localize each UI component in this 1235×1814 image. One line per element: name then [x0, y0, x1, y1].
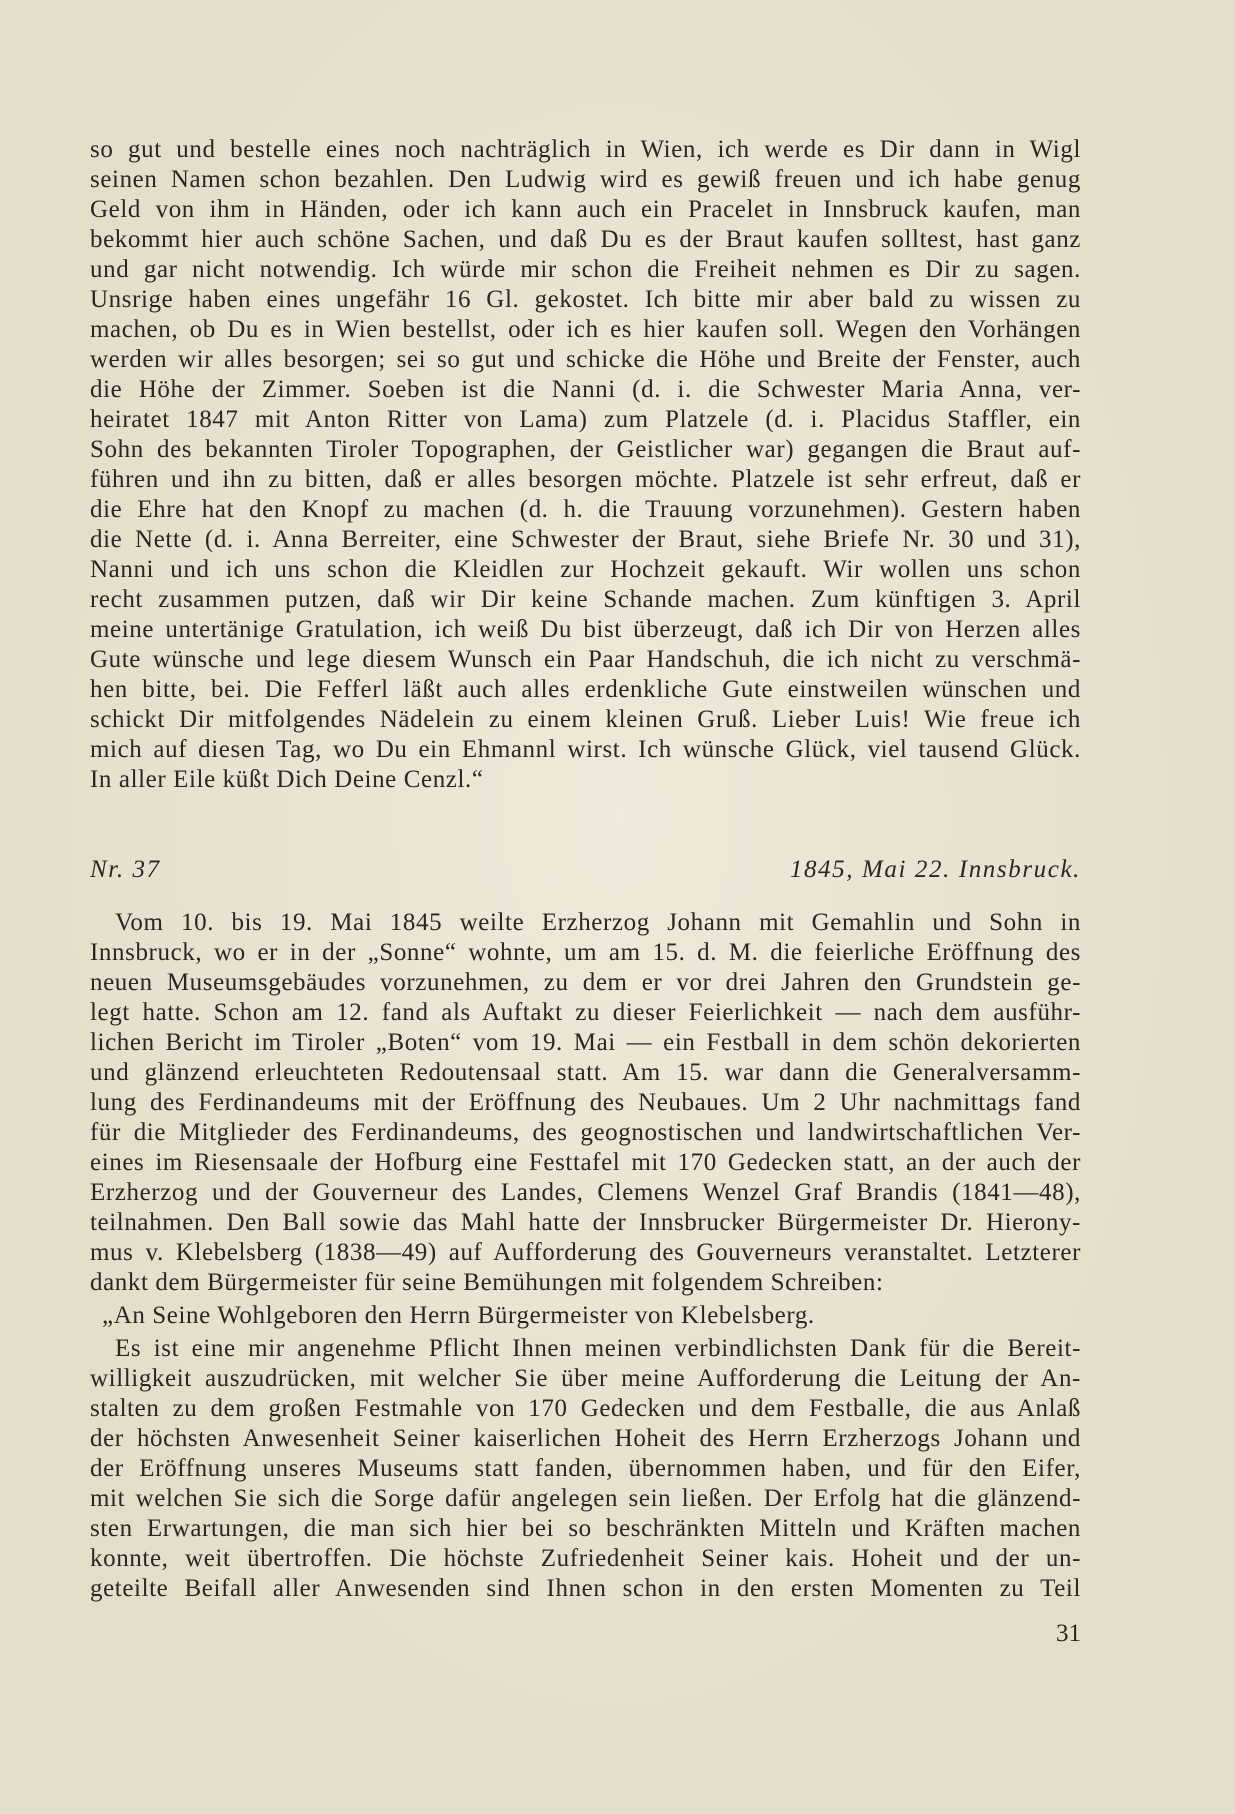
letter-line: Gute wünsche und lege diesem Wunsch ein Paar Handschuh, die ich nicht zu verschmä- [90, 646, 1081, 673]
commentary-paragraph [90, 908, 1081, 1298]
letter-line: die Nette (d. i. Anna Berreiter, eine Schwester der Braut, siehe Briefe Nr. 30 und 31), [90, 526, 1081, 553]
commentary-line: und glänzend erleuchteten Redoutensaal statt. Am 15. war dann die Generalversamm- [90, 1059, 1081, 1086]
letter-body-line: stalten zu dem großen Festmahle von 170 Gedecken und dem Festballe, die aus Anlaß [90, 1395, 1081, 1422]
commentary-line: eines im Riesensaale der Hofburg eine Festtafel mit 170 Gedecken statt, an der auch der [90, 1149, 1081, 1176]
letter-body [90, 1334, 1081, 1604]
letter-line: Nanni und ich uns schon die Kleidlen zur Hochzeit gekauft. Wir wollen uns schon [90, 556, 1081, 583]
entry-number: Nr. 37 [90, 856, 161, 883]
letter-body-line: mit welchen Sie sich die Sorge dafür angelegen sein ließen. Der Erfolg hat die glänzend- [90, 1485, 1081, 1512]
commentary-line: mus v. Klebelsberg (1838—49) auf Aufforderung des Gouverneurs veranstaltet. Letzterer [90, 1239, 1081, 1266]
commentary-line: teilnahmen. Den Ball sowie das Mahl hatte der Innsbrucker Bürgermeister Dr. Hierony- [90, 1209, 1081, 1236]
letter-body-line: der höchsten Anwesenheit Seiner kaiserlichen Hoheit des Herrn Erzherzogs Johann und [90, 1425, 1081, 1452]
commentary-line: dankt dem Bürgermeister für seine Bemühungen mit folgendem Schreiben: [90, 1269, 884, 1296]
letter-line: die Höhe der Zimmer. Soeben ist die Nanni (d. i. die Schwester Maria Anna, ver- [90, 376, 1081, 403]
letter-line: bekommt hier auch schöne Sachen, und daß Du es der Braut kaufen solltest, hast ganz [90, 226, 1081, 253]
letter-continuation [90, 135, 1081, 795]
letter-line: so gut und bestelle eines noch nachträglich in Wien, ich werde es Dir dann in Wigl [90, 136, 1081, 163]
commentary-line: Vom 10. bis 19. Mai 1845 weilte Erzherzog Johann mit Gemahlin und Sohn in [115, 909, 1081, 936]
letter-closing-line: In aller Eile küßt Dich Deine Cenzl.“ [90, 766, 484, 793]
letter-line: hen bitte, bei. Die Fefferl läßt auch alles erdenkliche Gute einstweilen wünschen und [90, 676, 1081, 703]
letter-body-line: Es ist eine mir angenehme Pflicht Ihnen meinen verbindlichsten Dank für die Bereit- [115, 1335, 1081, 1362]
salutation: „An Seine Wohlgeboren den Herrn Bürgermeister von Klebelsberg. [102, 1302, 815, 1329]
letter-line: machen, ob Du es in Wien bestellst, oder ich es hier kaufen soll. Wegen den Vorhängen [90, 316, 1081, 343]
letter-line: recht zusammen putzen, daß wir Dir keine Schande machen. Zum künftigen 3. April [90, 586, 1081, 613]
commentary-line: neuen Museumsgebäudes vorzunehmen, zu dem er vor drei Jahren den Grundstein ge- [90, 969, 1081, 996]
letter-line: meine untertänige Gratulation, ich weiß Du bist überzeugt, daß ich Dir von Herzen alles [90, 616, 1081, 643]
entry-body [90, 908, 1081, 1604]
commentary-line: lung des Ferdinandeums mit der Eröffnung des Neubaues. Um 2 Uhr nachmittags fand [90, 1089, 1081, 1116]
letter-line: führen und ihn zu bitten, daß er alles besorgen möchte. Platzele ist sehr erfreut, daß er [90, 466, 1081, 493]
commentary-line: Innsbruck, wo er in der „Sonne“ wohnte, um am 15. d. M. die feierliche Eröffnung des [90, 939, 1081, 966]
letter-line: Geld von ihm in Händen, oder ich kann auch ein Pracelet in Innsbruck kaufen, man [90, 196, 1081, 223]
letter-line: heiratet 1847 mit Anton Ritter von Lama) zum Platzele (d. i. Placidus Staffler, ein [90, 406, 1081, 433]
commentary-line: legt hatte. Schon am 12. fand als Auftakt zu dieser Feierlichkeit — nach dem ausführ- [90, 999, 1081, 1026]
commentary-line: lichen Bericht im Tiroler „Boten“ vom 19. Mai — ein Festball in dem schön dekorierten [90, 1029, 1081, 1056]
letter-line: Unsrige haben eines ungefähr 16 Gl. gekostet. Ich bitte mir aber bald zu wissen zu [90, 286, 1081, 313]
entry-header [90, 855, 1081, 885]
letter-line: werden wir alles besorgen; sei so gut und schicke die Höhe und Breite der Fenster, auch [90, 346, 1081, 373]
letter-body-line: der Eröffnung unseres Museums statt fanden, übernommen haben, und für den Eifer, [90, 1455, 1081, 1482]
letter-line: und gar nicht notwendig. Ich würde mir schon die Freiheit nehmen es Dir zu sagen. [90, 256, 1081, 283]
letter-body-line: konnte, weit übertroffen. Die höchste Zufriedenheit Seiner kais. Hoheit und der un- [90, 1545, 1081, 1572]
letter-line: die Ehre hat den Knopf zu machen (d. h. die Trauung vorzunehmen). Gestern haben [90, 496, 1081, 523]
letter-body-line: sten Erwartungen, die man sich hier bei so beschränkten Mitteln und Kräften machen [90, 1515, 1081, 1542]
entry-date-place: 1845, Mai 22. Innsbruck. [789, 856, 1081, 883]
commentary-line: Erzherzog und der Gouverneur des Landes, Clemens Wenzel Graf Brandis (1841—48), [90, 1179, 1081, 1206]
letter-line: mich auf diesen Tag, wo Du ein Ehmannl wirst. Ich wünsche Glück, viel tausend Glück. [90, 736, 1081, 763]
letter-body-line: geteilte Beifall aller Anwesenden sind Ihnen schon in den ersten Momenten zu Teil [90, 1575, 1081, 1602]
letter-line: schickt Dir mitfolgendes Nädelein zu einem kleinen Gruß. Lieber Luis! Wie freue ich [90, 706, 1081, 733]
letter-line: seinen Namen schon bezahlen. Den Ludwig wird es gewiß freuen und ich habe genug [90, 166, 1081, 193]
commentary-line: für die Mitglieder des Ferdinandeums, des geognostischen und landwirtschaftlichen Ver- [90, 1119, 1081, 1146]
letter-line: Sohn des bekannten Tiroler Topographen, der Geistlicher war) gegangen die Braut auf- [90, 436, 1081, 463]
letter-body-line: willigkeit auszudrücken, mit welcher Sie über meine Aufforderung die Leitung der An- [90, 1365, 1081, 1392]
page-number: 31 [1056, 1620, 1081, 1647]
